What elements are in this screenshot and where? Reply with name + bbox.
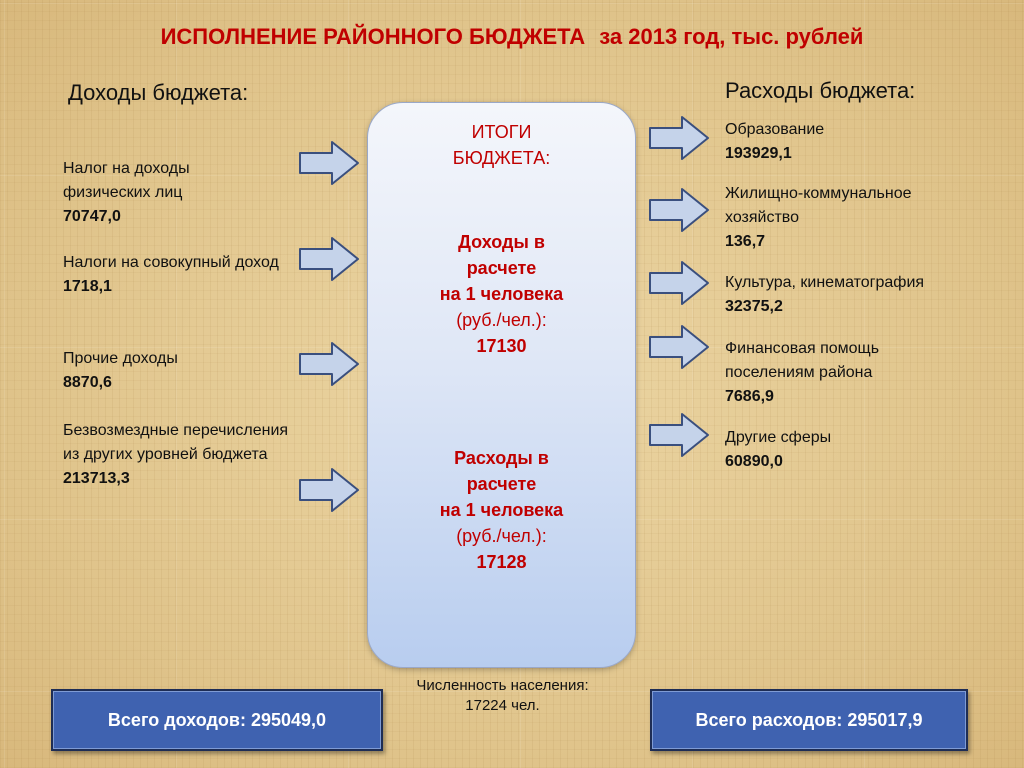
income-per-capita — [368, 229, 635, 359]
expense-item-value: 60890,0 — [725, 453, 783, 470]
income-per-capita-line3: на 1 человека — [439, 284, 564, 304]
income-heading: Доходы бюджета: — [68, 80, 249, 105]
income-item — [63, 157, 263, 229]
arrow-right-icon — [648, 187, 710, 233]
income-item-value: 8870,6 — [63, 374, 112, 391]
expense-item — [725, 182, 975, 254]
expense-item — [725, 426, 945, 474]
title-suffix: за 2013 год, тыс. рублей — [599, 24, 864, 49]
arrow-right-icon — [648, 115, 710, 161]
expense-item-value: 32375,2 — [725, 298, 783, 315]
income-per-capita-unit: (руб./чел.): — [456, 310, 547, 330]
expense-item-label: Образование — [725, 121, 825, 138]
expense-item-label: Культура, кинематография — [725, 274, 925, 291]
arrow-right-icon — [648, 412, 710, 458]
arrow-right-icon — [648, 324, 710, 370]
arrow-right-icon — [298, 341, 360, 387]
expense-item-label: Финансовая помощь поселениям района — [725, 340, 880, 381]
expense-item-label: Жилищно-коммунальное хозяйство — [725, 185, 912, 226]
title-main: ИСПОЛНЕНИЕ РАЙОННОГО БЮДЖЕТА — [160, 24, 586, 49]
expenses-per-capita — [368, 445, 635, 575]
expenses-per-capita-line2: расчете — [466, 474, 537, 494]
expense-item — [725, 337, 945, 409]
summary-heading-line1: ИТОГИ — [471, 122, 532, 142]
expense-item — [725, 271, 1005, 319]
income-item — [63, 419, 303, 491]
income-item-label: Налоги на совокупный доход — [63, 254, 279, 271]
income-total-box: Всего доходов: 295049,0 — [51, 689, 383, 751]
summary-heading-line2: БЮДЖЕТА: — [452, 148, 551, 168]
expense-item-value: 7686,9 — [725, 388, 774, 405]
expenses-per-capita-value: 17128 — [476, 552, 527, 572]
expense-item-label: Другие сферы — [725, 429, 832, 446]
arrow-right-icon — [298, 236, 360, 282]
expense-item-value: 136,7 — [725, 233, 766, 250]
income-item — [63, 347, 263, 395]
page-title — [0, 24, 1024, 50]
expenses-total-box: Всего расходов: 295017,9 — [650, 689, 968, 751]
population-label: Численность населения: — [416, 677, 589, 694]
arrow-right-icon — [648, 260, 710, 306]
income-item-label: Безвозмездные перечисления из других уровней бюджета — [63, 422, 289, 463]
expenses-per-capita-line1: Расходы в — [454, 448, 549, 468]
arrow-right-icon — [298, 140, 360, 186]
expenses-per-capita-line3: на 1 человека — [439, 500, 564, 520]
income-item-label: Налог на доходы физических лиц — [63, 160, 190, 201]
arrow-right-icon — [298, 467, 360, 513]
income-per-capita-value: 17130 — [476, 336, 527, 356]
budget-summary-box — [367, 102, 636, 668]
population-value: 17224 чел. — [465, 697, 540, 714]
expense-item-value: 193929,1 — [725, 145, 792, 162]
population-note — [375, 676, 630, 716]
income-item-value: 213713,3 — [63, 470, 130, 487]
income-item-label: Прочие доходы — [63, 350, 178, 367]
income-item — [63, 251, 293, 299]
expense-item — [725, 118, 985, 166]
expenses-heading: Расходы бюджета: — [725, 78, 916, 103]
income-per-capita-line1: Доходы в — [458, 232, 545, 252]
summary-heading — [368, 119, 635, 171]
expenses-per-capita-unit: (руб./чел.): — [456, 526, 547, 546]
income-item-value: 1718,1 — [63, 278, 112, 295]
income-item-value: 70747,0 — [63, 208, 121, 225]
income-per-capita-line2: расчете — [466, 258, 537, 278]
